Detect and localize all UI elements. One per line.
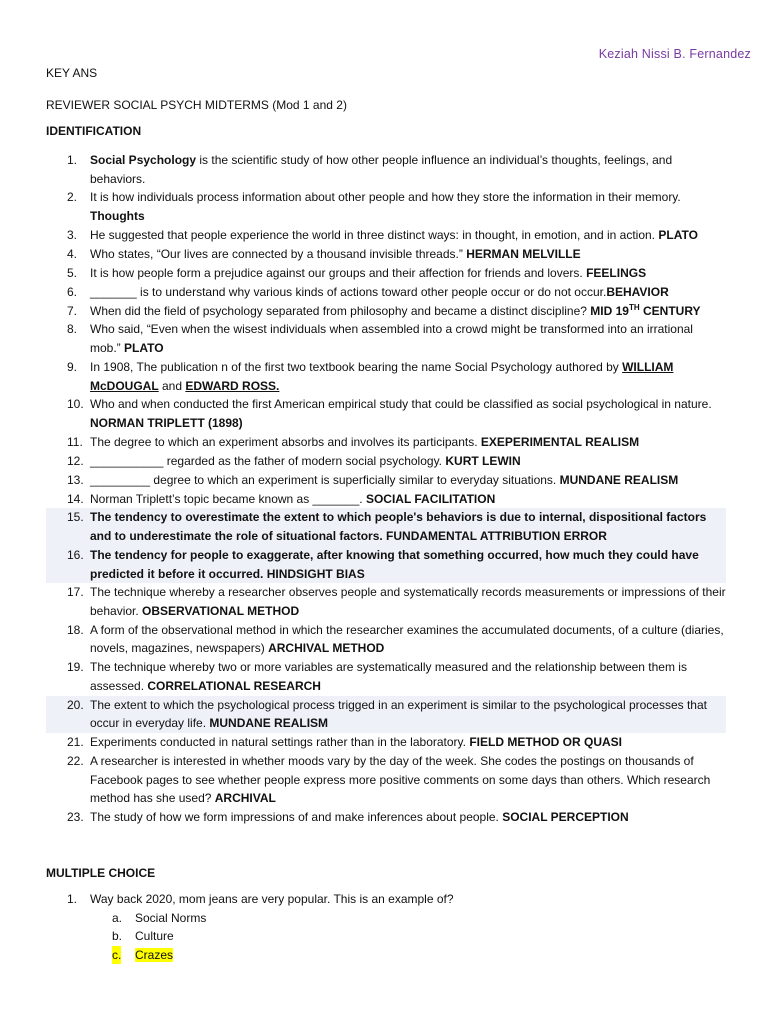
item-number: 8. bbox=[67, 322, 78, 337]
item-answer: HERMAN MELVILLE bbox=[466, 246, 581, 261]
item-number: 16. bbox=[67, 547, 84, 562]
item-answer: EDWARD ROSS. bbox=[185, 378, 280, 393]
mc-option-text: Culture bbox=[135, 929, 174, 944]
item-number: 7. bbox=[67, 303, 78, 318]
item-number: 17. bbox=[67, 585, 84, 600]
item-answer: WILLIAM McDOUGAL bbox=[90, 359, 674, 393]
item-number: 4. bbox=[67, 246, 78, 261]
item-answer: BEHAVIOR bbox=[606, 284, 669, 299]
item-text: Experiments conducted in natural settings rather than in the laboratory. bbox=[90, 735, 470, 750]
item-answer: KURT LEWIN bbox=[445, 453, 521, 468]
item-answer: CENTURY bbox=[639, 303, 701, 318]
item-number: 21. bbox=[67, 735, 84, 750]
item-answer: MUNDANE REALISM bbox=[559, 472, 679, 487]
item-answer: PLATO bbox=[658, 227, 698, 242]
item-text: Who and when conducted the first American empirical study that could be classified as social psychological in nature. bbox=[90, 397, 712, 412]
item-text: _______ is to understand why various kinds of actions toward other people occur or do not occur. bbox=[90, 284, 607, 299]
item-answer: NORMAN TRIPLETT (1898) bbox=[90, 415, 243, 430]
item-answer: EXEPERIMENTAL REALISM bbox=[480, 434, 640, 449]
item-number: 9. bbox=[67, 359, 78, 374]
item-answer: PLATO bbox=[124, 341, 164, 356]
item-text: A form of the observational method in which the researcher examines the accumulated documents, of a culture (diaries, novels, magazines, newspapers) bbox=[90, 622, 724, 656]
item-answer: OBSERVATIONAL METHOD bbox=[142, 604, 300, 618]
item-superscript: TH bbox=[628, 302, 640, 312]
item-answer: MUNDANE REALISM bbox=[209, 716, 329, 731]
item-text: _________ degree to which an experiment is superficially similar to everyday situations. bbox=[90, 472, 560, 487]
item-answer: FEELINGS bbox=[586, 265, 647, 280]
list-item bbox=[46, 452, 726, 471]
mc-option-label: c. bbox=[112, 946, 121, 965]
item-number: 19. bbox=[67, 660, 84, 675]
list-item bbox=[46, 395, 726, 432]
mc-option-text: Crazes bbox=[135, 947, 174, 962]
mc-option-label: a. bbox=[112, 910, 123, 925]
item-answer: ARCHIVAL bbox=[214, 791, 276, 806]
list-item bbox=[46, 151, 726, 188]
list-item bbox=[46, 490, 726, 509]
multiple-choice-heading: MULTIPLE CHOICE bbox=[46, 866, 156, 880]
list-item bbox=[46, 358, 726, 395]
item-text: The study of how we form impressions of and make inferences about people. bbox=[90, 810, 503, 825]
item-answer: The tendency to overestimate the extent to which people's behaviors is due to internal, dispositional factors and to underestimate the role of situational factors. FUNDAMENTAL ATTRIBUTION ERROR bbox=[90, 510, 707, 544]
list-item bbox=[46, 508, 726, 545]
item-text: and bbox=[158, 378, 186, 393]
list-item bbox=[46, 808, 726, 827]
mc-option bbox=[46, 946, 726, 965]
list-item bbox=[46, 696, 726, 733]
item-text: ___________ regarded as the father of modern social psychology. bbox=[90, 453, 446, 468]
item-text: In 1908, The publication n of the first two textbook bearing the name Social Psychology authored by bbox=[90, 359, 623, 374]
item-text: The technique whereby two or more variables are systematically measured and the relationship between them is assessed. bbox=[90, 660, 687, 693]
item-number: 20. bbox=[67, 697, 84, 712]
item-number: 23. bbox=[67, 810, 84, 825]
item-number: 1. bbox=[67, 153, 78, 167]
list-item bbox=[46, 752, 726, 808]
item-text: Norman Triplett’s topic became known as _______. bbox=[90, 491, 366, 506]
list-item bbox=[46, 226, 726, 245]
list-item bbox=[46, 433, 726, 452]
item-number: 3. bbox=[67, 227, 78, 242]
item-number: 2. bbox=[67, 190, 78, 205]
item-answer: The tendency for people to exaggerate, after knowing that something occurred, how much they could have predicted it before it occurred. HINDSIGHT BIAS bbox=[90, 547, 699, 581]
mc-option-text: Social Norms bbox=[135, 910, 207, 925]
mc-option-label: b. bbox=[112, 929, 123, 944]
item-text: He suggested that people experience the world in three distinct ways: in thought, in emotion, and in action. bbox=[90, 227, 659, 242]
multiple-choice-section bbox=[46, 890, 726, 964]
mc-question-text: Way back 2020, mom jeans are very popular. This is an example of? bbox=[90, 892, 454, 906]
item-text: The technique whereby a researcher observes people and systematically records measurements or impressions of their behavior. bbox=[90, 585, 726, 618]
list-item bbox=[46, 658, 726, 695]
item-text: It is how people form a prejudice against our groups and their affection for friends and lovers. bbox=[90, 265, 587, 280]
list-item bbox=[46, 188, 726, 225]
item-answer: SOCIAL FACILITATION bbox=[365, 491, 496, 506]
item-text: A researcher is interested in whether moods vary by the day of the week. She codes the postings on thousands of Facebook pages to see whether people express more positive comments on some days than others. Which research method has she used? bbox=[90, 754, 711, 806]
item-number: 12. bbox=[67, 453, 84, 468]
mc-option bbox=[46, 909, 726, 928]
author-name: Keziah Nissi B. Fernandez bbox=[598, 47, 751, 61]
item-answer: SOCIAL PERCEPTION bbox=[502, 810, 629, 825]
item-number: 22. bbox=[67, 754, 84, 769]
item-number: 14. bbox=[67, 491, 84, 506]
item-text: is the scientific study of how other people influence an individual’s thoughts, feelings, and behaviors. bbox=[90, 153, 673, 186]
item-number: 11. bbox=[67, 434, 83, 449]
identification-list bbox=[46, 151, 726, 827]
list-item bbox=[46, 471, 726, 490]
identification-heading: IDENTIFICATION bbox=[46, 124, 142, 138]
mc-option bbox=[46, 927, 726, 946]
item-text: It is how individuals process information about other people and how they store the information in their memory. bbox=[90, 190, 681, 205]
list-item bbox=[46, 546, 726, 583]
list-item bbox=[46, 302, 726, 321]
list-item bbox=[46, 245, 726, 264]
item-number: 18. bbox=[67, 622, 84, 637]
item-number: 15. bbox=[67, 510, 84, 525]
item-answer: Thoughts bbox=[90, 209, 145, 224]
item-text: Who said, “Even when the wisest individuals when assembled into a crowd might be transformed into an irrational mob.” bbox=[90, 322, 693, 356]
list-item bbox=[46, 320, 726, 357]
list-item bbox=[46, 621, 726, 658]
item-answer: FIELD METHOD OR QUASI bbox=[469, 735, 622, 750]
item-term: Social Psychology bbox=[90, 153, 197, 167]
document-title: REVIEWER SOCIAL PSYCH MIDTERMS (Mod 1 and 2) bbox=[46, 98, 347, 112]
item-number: 13. bbox=[67, 472, 84, 487]
item-answer: ARCHIVAL METHOD bbox=[268, 641, 385, 656]
item-text: When did the field of psychology separated from philosophy and became a distinct discipline? bbox=[90, 303, 591, 318]
list-item bbox=[46, 583, 726, 620]
item-number: 5. bbox=[67, 265, 78, 280]
list-item bbox=[46, 733, 726, 752]
list-item bbox=[46, 264, 726, 283]
item-answer: MID 19 bbox=[590, 303, 629, 318]
item-text: The degree to which an experiment absorbs and involves its participants. bbox=[90, 434, 481, 449]
mc-question-number: 1. bbox=[67, 892, 78, 906]
item-number: 6. bbox=[67, 284, 78, 299]
item-number: 10. bbox=[67, 397, 84, 412]
mc-question bbox=[46, 890, 726, 909]
list-item bbox=[46, 283, 726, 302]
item-text: The extent to which the psychological process trigged in an experiment is similar to the psychological processes that occur in everyday life. bbox=[90, 697, 707, 731]
key-label: KEY ANS bbox=[46, 66, 98, 80]
item-answer: CORRELATIONAL RESEARCH bbox=[147, 678, 321, 693]
item-text: Who states, “Our lives are connected by a thousand invisible threads.” bbox=[90, 246, 467, 261]
